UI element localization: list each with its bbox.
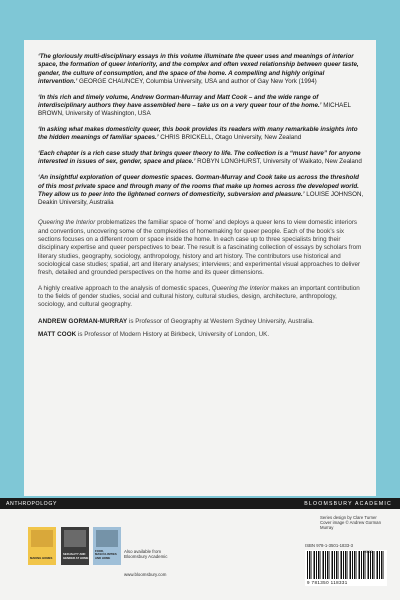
review-quote: ‘An insightful exploration of queer domestic spaces. Gorman-Murray and Cook take us across the threshold of this most private space and through many of the rooms that make up homes across the developed world. They allow us to peer into the lightened corners of domesticity, subversion and pleasure.’ — [38, 174, 359, 198]
author-name: ANDREW GORMAN-MURRAY — [38, 318, 128, 326]
review-attribution: ROBYN LONGHURST, University of Waikato, New Zealand — [197, 158, 362, 166]
review-quote: ‘In asking what makes domesticity queer, this book provides its readers with many remarkable insights into the hidden meanings of familiar spaces.’ — [38, 126, 358, 142]
review-3 — [38, 126, 364, 143]
category-band — [0, 498, 400, 509]
publisher-label: BLOOMSBURY ACADEMIC — [304, 501, 392, 507]
category-label: ANTHROPOLOGY — [6, 501, 58, 507]
isbn: ISBN 978-1-3501-1833-3 — [305, 543, 354, 548]
cover-image-credit: Cover image © Andrew Gorman Murray — [320, 520, 381, 531]
review-attribution: GEORGE CHAUNCEY, Columbia University, USA and author of Gay New York (1994) — [79, 77, 317, 85]
barcode — [305, 550, 387, 586]
review-5 — [38, 174, 364, 207]
book-title: Queering the Interior — [38, 219, 96, 227]
book-title-inline: Queering the Interior — [211, 284, 270, 292]
author-bio-2 — [38, 331, 364, 339]
review-attribution: MICHAEL BROWN, University of Washington, USA — [38, 101, 351, 118]
description-text: problematizes the familiar space of ‘home’ and deploys a queer lens to view domestic interiors and conventions, uncovering some of the complexities of homemaking for queer people. Each of the book’s six sections focuses on a different room or space inside the home. In each case up to three specialists bring their disciplinary expertise and queer perspectives to bear. The result is a fascinating collection of essays by scholars from literary studies, geography, sociology, anthropology, history and art history. The contributors use historical and sociological case studies; spatial, art and literary analyses; interviews; and experimental visual approaches to deliver fresh, detailed and grounded perspectives on the home and its queer dimensions. — [38, 219, 362, 277]
cover-credits — [320, 515, 390, 531]
review-quote: ‘The gloriously multi-disciplinary essays in this volume illuminate the queer uses and meanings of interior space, the formation of queer interiority, and the complex and often vexed relationship between queer taste, gender, the culture of consumption, and the space of the home. A compelling and highly original intervention.’ — [38, 53, 359, 85]
review-quote: ‘In this rich and timely volume, Andrew Gorman-Murray and Matt Cook – and the wide range of interdisciplinary authors they have assembled here – take us on a very queer tour of the home.’ — [38, 93, 322, 109]
also-line-1: Also available from — [124, 549, 162, 554]
related-book-title: FOOD, MASCULINITIES AND HOME — [95, 549, 117, 560]
barcode-bars — [307, 551, 385, 579]
barcode-number: 9 781350 118331 — [307, 580, 348, 585]
also-line-2: Bloomsbury Academic — [124, 554, 168, 560]
review-attribution: CHRIS BRICKELL, Otago University, New Zealand — [160, 134, 302, 142]
review-4 — [38, 150, 364, 167]
description-p2-before: A highly creative approach to the analysis of domestic spaces, — [38, 284, 212, 292]
review-2 — [38, 94, 364, 119]
book-description-2 — [38, 285, 364, 310]
cover-image — [96, 530, 118, 547]
publisher-url: www.bloomsbury.com — [124, 572, 167, 577]
review-quote: ‘Each chapter is a rich case study that brings queer theory to life. The collection is a “must have” for anyone interested in issues of sex, gender, space and place.’ — [38, 150, 361, 166]
description-p2-after: makes an important contribution to the fields of gender studies, social and cultural history, cultural studies, design, architecture, anthropology, sociology, and cultural geography. — [38, 284, 360, 309]
author-bio: is Professor of Modern History at Birkbeck, University of London, UK. — [76, 330, 270, 338]
related-book-cover — [93, 527, 121, 565]
cover-image — [64, 530, 86, 547]
review-1 — [38, 53, 364, 86]
author-bio: is Professor of Geography at Western Sydney University, Australia. — [127, 318, 314, 326]
cover-image — [31, 530, 53, 547]
related-book-title: SEXUALITY AND GENDER AT HOME — [63, 552, 89, 560]
related-book-cover — [28, 527, 56, 565]
series-design-credit: Series design by Clare Turner — [320, 515, 377, 520]
review-attribution: LOUISE JOHNSON, Deakin University, Australia — [38, 190, 364, 207]
text-panel — [24, 40, 376, 496]
barcode-addon: 90000 — [363, 550, 373, 554]
book-description — [38, 219, 364, 277]
related-book-title: MAKING HOMES — [30, 555, 53, 560]
also-available — [124, 549, 167, 560]
author-name: MATT COOK — [38, 330, 77, 338]
related-book-cover — [61, 527, 89, 565]
bottom-strip — [0, 509, 400, 600]
author-bio-1 — [38, 318, 364, 326]
